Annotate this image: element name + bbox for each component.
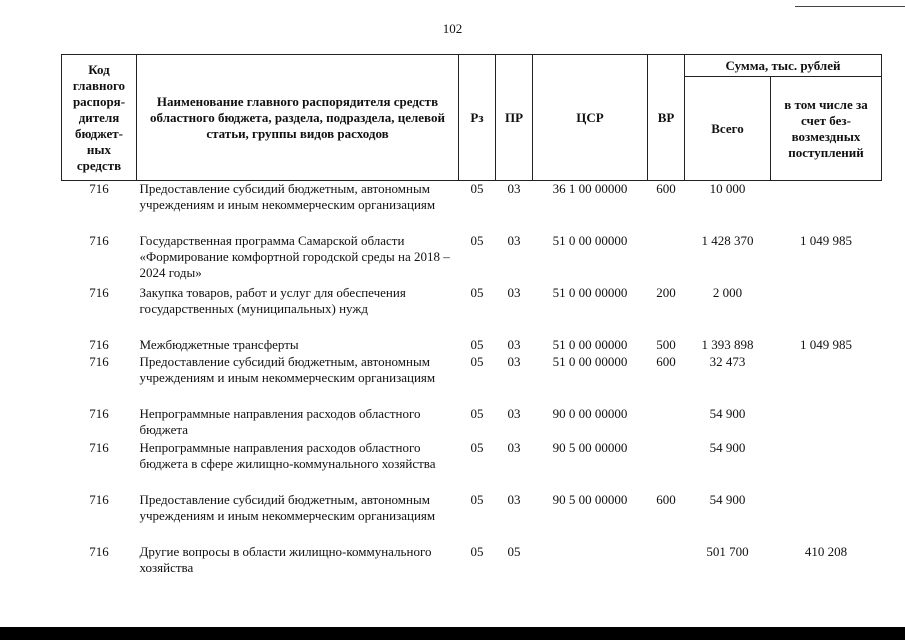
row-rz: 05: [470, 232, 484, 248]
row-code: 716: [89, 543, 109, 559]
table-row: [62, 337, 882, 354]
row-csr: 51 0 00 00000: [552, 284, 628, 300]
row-csr: 51 0 00 00000: [552, 336, 628, 352]
row-free: [771, 406, 882, 440]
row-code: 716: [89, 439, 109, 455]
top-rule: [795, 6, 905, 7]
row-rz: 05: [470, 543, 484, 559]
row-pr: 05: [507, 543, 521, 559]
table-row: [62, 440, 882, 492]
row-free: [771, 354, 882, 406]
row-free: [771, 181, 882, 233]
row-code: 716: [89, 491, 109, 507]
row-csr: 90 0 00 00000: [552, 405, 628, 421]
row-pr: 03: [507, 405, 521, 421]
row-name: Закупка товаров, работ и услуг для обеспечения государственных (муниципальных) нужд: [139, 284, 406, 316]
row-vr: 600: [656, 353, 676, 369]
row-code: 716: [89, 181, 109, 196]
row-name: Межбюджетные трансферты: [139, 336, 299, 352]
row-name: Предоставление субсидий бюджетным, автономным учреждениям и иным некоммерческим организациям: [139, 353, 436, 385]
row-vr: [648, 544, 685, 578]
row-free: 1 049 985: [800, 336, 852, 352]
row-name: Непрограммные направления расходов областного бюджета: [139, 405, 421, 437]
row-total: 54 900: [709, 439, 746, 455]
row-free: 1 049 985: [800, 232, 852, 248]
row-pr: 03: [507, 353, 521, 369]
row-rz: 05: [470, 353, 484, 369]
header-sum: Сумма, тыс. рублей: [685, 55, 882, 77]
row-vr: [648, 233, 685, 285]
row-name: Другие вопросы в области жилищно-коммунального хозяйства: [139, 543, 432, 575]
table-row: [62, 544, 882, 578]
row-vr: [648, 406, 685, 440]
page-number: 102: [442, 21, 463, 36]
row-name: Предоставление субсидий бюджетным, автономным учреждениям и иным некоммерческим организациям: [139, 181, 436, 212]
row-free: 410 208: [804, 543, 848, 559]
row-code: 716: [89, 232, 109, 248]
row-name: Непрограммные направления расходов областного бюджета в сфере жилищно-коммунального хозяйства: [139, 439, 436, 471]
row-csr: 90 5 00 00000: [552, 491, 628, 507]
row-pr: 03: [507, 284, 521, 300]
header-csr: ЦСР: [533, 55, 648, 181]
row-free: [771, 440, 882, 492]
header-vr: ВР: [648, 55, 685, 181]
row-name: Предоставление субсидий бюджетным, автономным учреждениям и иным некоммерческим организациям: [139, 491, 436, 523]
row-free: [771, 492, 882, 544]
row-total: 54 900: [709, 405, 746, 421]
budget-table: [61, 54, 882, 578]
header-free: в том числе за счет без-возмездных поступлений: [771, 77, 882, 181]
table-row: [62, 285, 882, 337]
row-csr: 51 0 00 00000: [552, 232, 628, 248]
row-csr: 51 0 00 00000: [552, 353, 628, 369]
row-total: 54 900: [709, 491, 746, 507]
table-row: [62, 233, 882, 285]
row-pr: 03: [507, 181, 521, 196]
row-name: Государственная программа Самарской области «Формирование комфортной городской среды на 2018 – 2024 годы»: [139, 232, 450, 280]
row-vr: 600: [656, 491, 676, 507]
row-free: [771, 285, 882, 337]
row-pr: 03: [507, 336, 521, 352]
row-code: 716: [89, 405, 109, 421]
row-rz: 05: [470, 405, 484, 421]
row-rz: 05: [470, 181, 484, 196]
row-total: 10 000: [709, 181, 746, 196]
header-name: Наименование главного распорядителя средств областного бюджета, раздела, подраздела, целевой статьи, группы видов расходов: [137, 55, 459, 181]
row-vr: 500: [656, 336, 676, 352]
header-rz: Рз: [459, 55, 496, 181]
row-total: 1 393 898: [701, 336, 754, 352]
table-row: [62, 406, 882, 440]
row-csr: 90 5 00 00000: [552, 439, 628, 455]
row-pr: 03: [507, 439, 521, 455]
row-pr: 03: [507, 232, 521, 248]
row-code: 716: [89, 336, 109, 352]
table-row: [62, 492, 882, 544]
row-total: 501 700: [706, 543, 749, 559]
header-code: Код главного распоря-дителя бюджет-ных средств: [62, 55, 137, 181]
table-row: [62, 354, 882, 406]
row-rz: 05: [470, 491, 484, 507]
row-code: 716: [89, 284, 109, 300]
row-total: 2 000: [712, 284, 743, 300]
row-rz: 05: [470, 336, 484, 352]
table-row: [62, 181, 882, 233]
header-total: Всего: [685, 77, 771, 181]
row-vr: [648, 440, 685, 492]
row-pr: 03: [507, 491, 521, 507]
row-vr: 200: [656, 284, 676, 300]
row-csr: [533, 544, 648, 578]
row-vr: 600: [656, 181, 676, 196]
header-pr: ПР: [496, 55, 533, 181]
row-total: 1 428 370: [701, 232, 754, 248]
row-code: 716: [89, 353, 109, 369]
row-total: 32 473: [709, 353, 746, 369]
scan-bottom-bar: [0, 627, 905, 640]
row-rz: 05: [470, 439, 484, 455]
row-csr: 36 1 00 00000: [552, 181, 628, 196]
row-rz: 05: [470, 284, 484, 300]
